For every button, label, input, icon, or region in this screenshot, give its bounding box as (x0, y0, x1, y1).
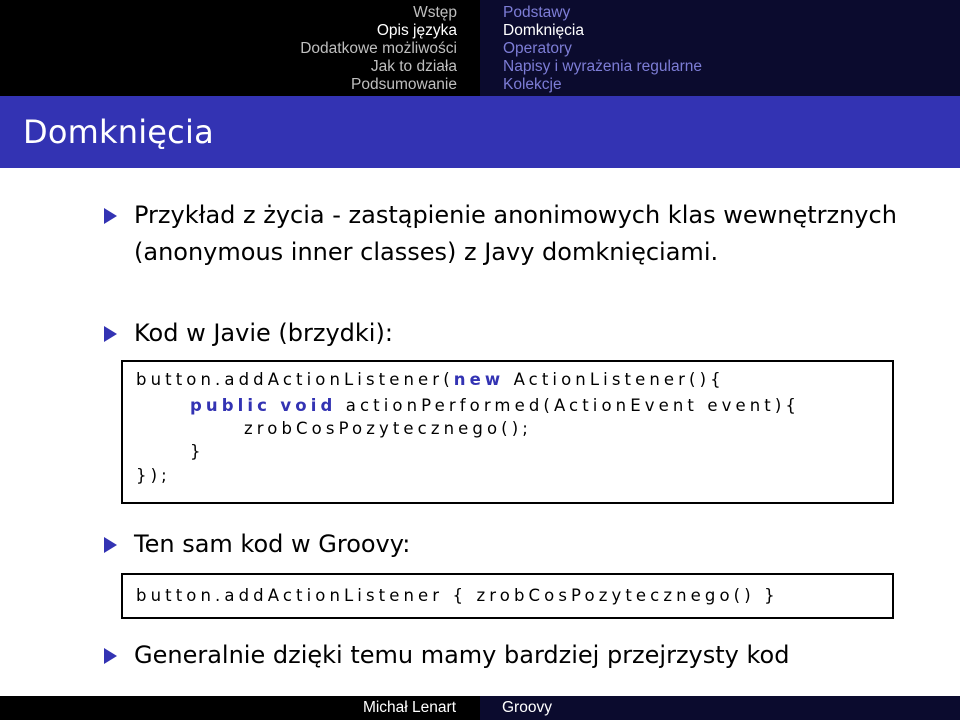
code-line: } (190, 442, 205, 461)
groovy-code-block (121, 573, 894, 619)
header-navigation (0, 0, 960, 96)
nav-section-podsumowanie[interactable]: Podsumowanie (351, 76, 457, 93)
bullet-triangle-icon (104, 537, 117, 553)
subsection-navigation (480, 0, 960, 96)
java-code-block (121, 360, 894, 504)
nav-section-opis-jezyka[interactable]: Opis języka (376, 22, 457, 39)
bullet-text-java: Kod w Javie (brzydki): (134, 319, 393, 347)
nav-subsection-podstawy[interactable]: Podstawy (503, 4, 571, 21)
code-line: zrobCosPozytecznego(); (244, 419, 532, 438)
code-line: public void actionPerformed(ActionEvent event){ (190, 396, 800, 415)
bullet-triangle-icon (104, 326, 117, 342)
nav-section-dodatkowe-mozliwosci[interactable]: Dodatkowe możliwości (300, 40, 457, 57)
footer (0, 696, 960, 720)
code-line: button.addActionListener(new ActionListener(){ (136, 370, 725, 389)
frame-title-bar (0, 96, 960, 168)
nav-subsection-operatory[interactable]: Operatory (503, 40, 572, 57)
nav-subsection-domkniecia[interactable]: Domknięcia (503, 22, 584, 39)
bullet-triangle-icon (104, 648, 117, 664)
section-navigation (0, 0, 480, 96)
nav-subsection-napisy[interactable]: Napisy i wyrażenia regularne (503, 58, 703, 75)
bullet-text-groovy: Ten sam kod w Groovy: (134, 530, 411, 558)
footer-title: Groovy (480, 696, 960, 720)
frame-title: Domknięcia (23, 113, 214, 151)
nav-section-jak-to-dziala[interactable]: Jak to działa (370, 58, 457, 75)
nav-subsection-kolekcje[interactable]: Kolekcje (503, 76, 562, 93)
bullet-text-example: Przykład z życia - zastąpienie anonimowych klas wewnętrznych (anonymous inner classes) z Javy domknięciami. (134, 201, 897, 266)
bullet-text-summary: Generalnie dzięki temu mamy bardziej przejrzysty kod (134, 641, 790, 669)
nav-section-wstep[interactable]: Wstęp (413, 4, 457, 21)
footer-author: Michał Lenart (0, 696, 480, 720)
code-line: }); (136, 466, 171, 485)
bullet-triangle-icon (104, 208, 117, 224)
code-line: button.addActionListener { zrobCosPozytecznego() } (136, 586, 779, 605)
